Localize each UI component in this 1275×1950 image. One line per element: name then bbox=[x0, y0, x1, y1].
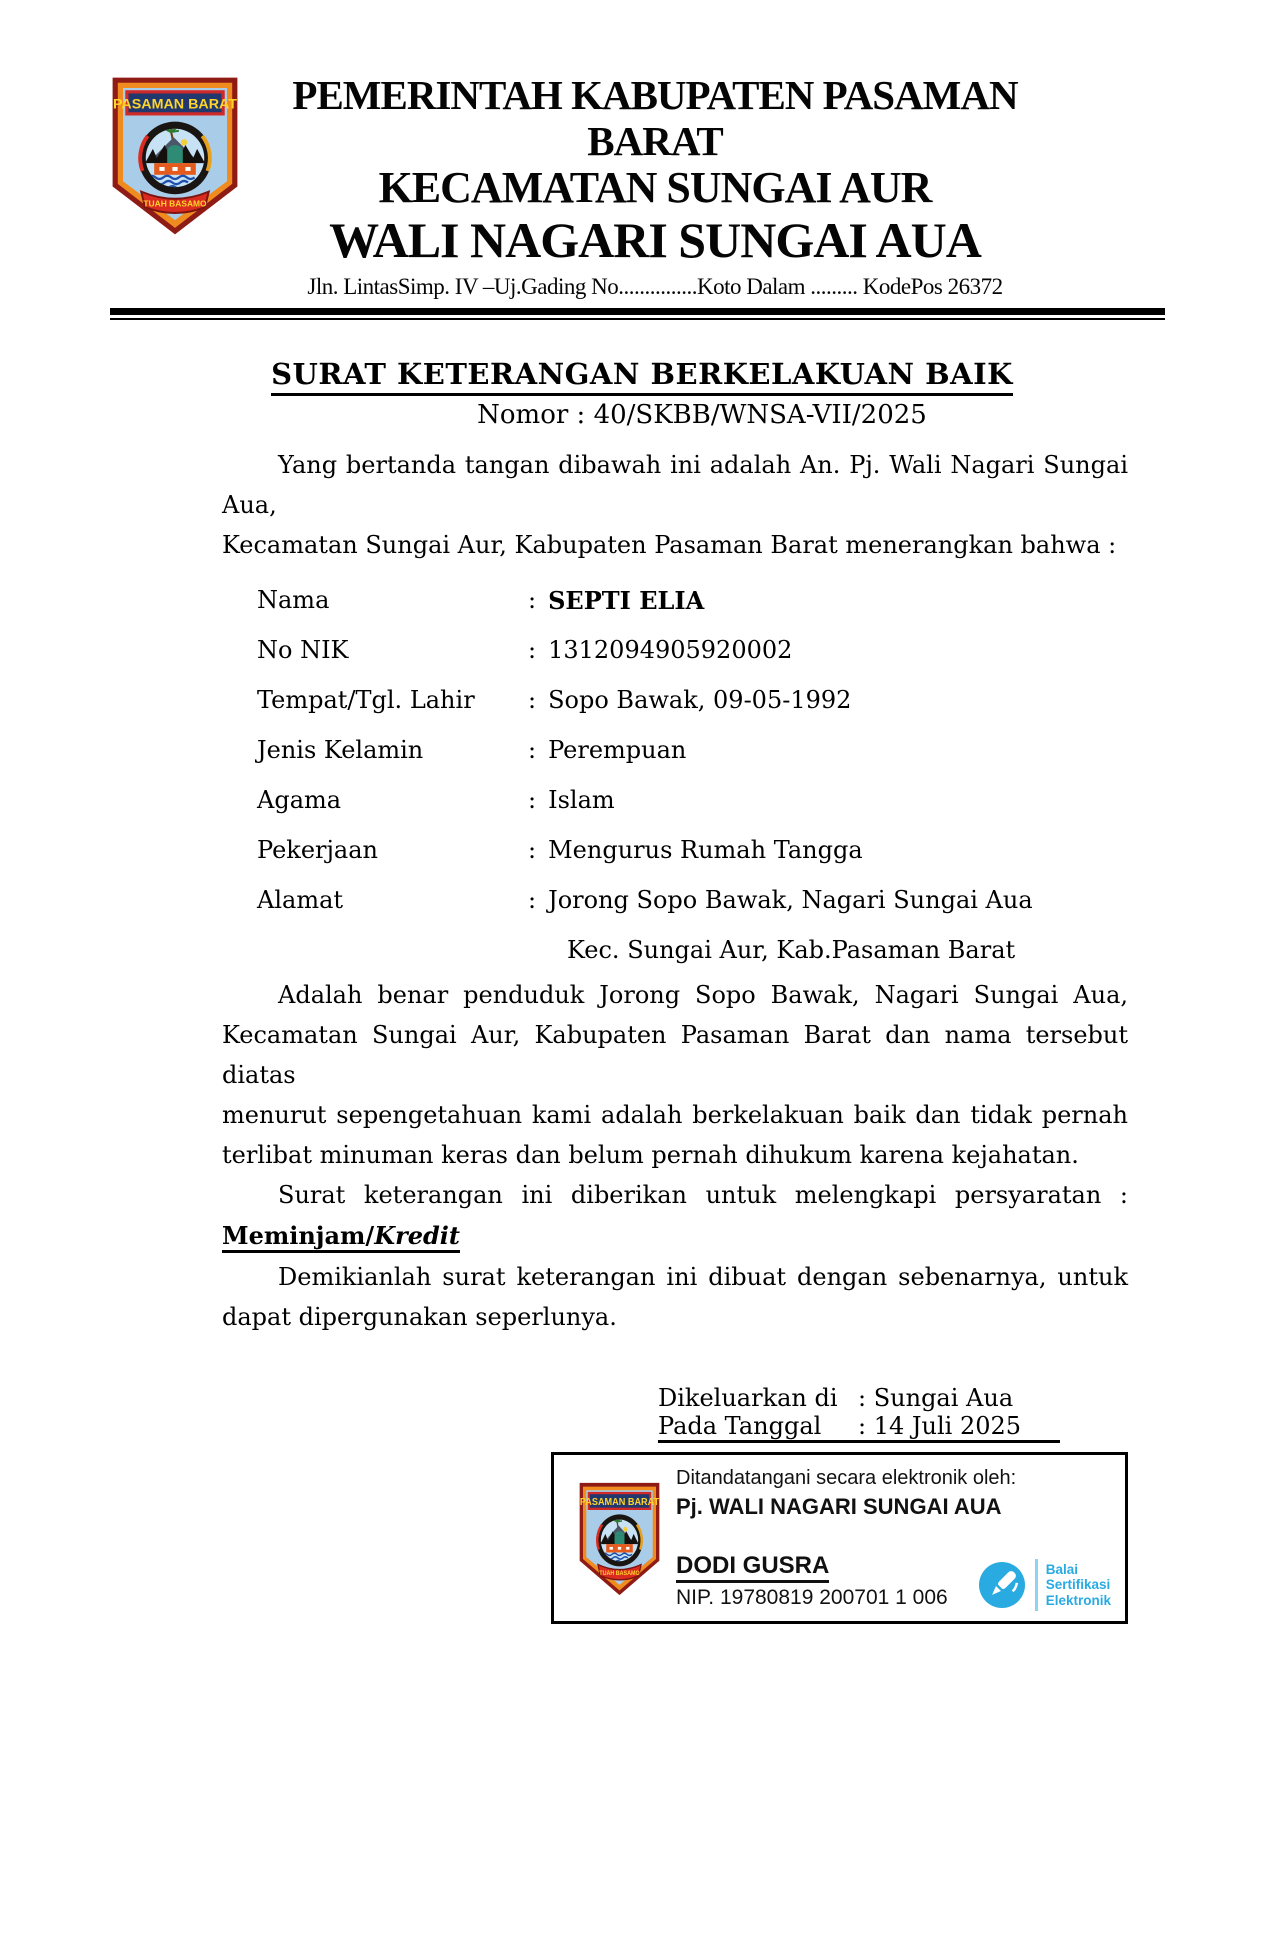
letterhead-divider bbox=[110, 308, 1165, 320]
statement-line: Kecamatan Sungai Aur, Kabupaten Pasaman Barat dan nama tersebut diatas bbox=[222, 1021, 1128, 1089]
issued-place-label: Dikeluarkan di bbox=[658, 1384, 838, 1412]
field-label: Jenis Kelamin bbox=[257, 736, 424, 764]
government-name: PEMERINTAH KABUPATEN PASAMAN BARAT bbox=[292, 72, 1018, 164]
opening-line: Yang bertanda tangan dibawah ini adalah An. Pj. Wali Nagari Sungai Aua, bbox=[222, 451, 1128, 519]
issued-date-label: Pada Tanggal bbox=[658, 1412, 822, 1440]
field-value: Perempuan bbox=[548, 736, 687, 764]
statement-line: terlibat minuman keras dan belum pernah dihukum karena kejahatan. bbox=[222, 1141, 1079, 1169]
requirement-italic: Kredit bbox=[374, 1221, 460, 1250]
field-colon: : bbox=[528, 586, 537, 614]
signer-identity bbox=[676, 1552, 948, 1611]
field-alamat-continuation: Kec. Sungai Aur, Kab.Pasaman Barat bbox=[567, 936, 1016, 964]
closing-line: dapat dipergunakan seperlunya. bbox=[222, 1303, 617, 1331]
requirement-text bbox=[222, 1221, 460, 1253]
field-label: Agama bbox=[257, 786, 342, 814]
signer-title: Pj. WALI NAGARI SUNGAI AUA bbox=[676, 1494, 1002, 1519]
letterhead bbox=[110, 0, 1165, 300]
issuance-block bbox=[658, 1384, 1060, 1443]
letter-title-wrap bbox=[189, 356, 1095, 396]
field-colon: : bbox=[528, 736, 537, 764]
field-colon: : bbox=[528, 686, 537, 714]
statement-line: Adalah benar penduduk Jorong Sopo Bawak, Nagari Sungai Aua, bbox=[278, 981, 1128, 1009]
field-row-nik bbox=[257, 625, 1128, 675]
bse-label bbox=[1046, 1562, 1111, 1609]
field-row-pekerjaan bbox=[257, 825, 1128, 875]
statement-paragraph bbox=[222, 975, 1128, 1175]
field-label: No NIK bbox=[257, 636, 349, 664]
pasaman-barat-emblem-icon bbox=[578, 1481, 661, 1597]
purpose-paragraph bbox=[222, 1175, 1128, 1257]
field-row-agama bbox=[257, 775, 1128, 825]
letterhead-text bbox=[235, 72, 1075, 300]
field-label: Alamat bbox=[257, 886, 344, 914]
bse-logo bbox=[978, 1559, 1111, 1611]
issued-date-value: : 14 Juli 2025 bbox=[858, 1412, 1022, 1440]
purpose-line: Surat keterangan ini diberikan untuk melengkapi persyaratan : bbox=[278, 1181, 1128, 1209]
issued-place-row bbox=[658, 1384, 1060, 1412]
field-value: 1312094905920002 bbox=[548, 636, 793, 664]
letter-title: SURAT KETERANGAN BERKELAKUAN BAIK bbox=[271, 356, 1013, 396]
closing-paragraph bbox=[222, 1257, 1128, 1337]
requirement-upright: Meminjam/ bbox=[222, 1221, 375, 1250]
field-label: Nama bbox=[257, 586, 330, 614]
letter-number: Nomor : 40/SKBB/WNSA-VII/2025 bbox=[477, 400, 927, 430]
signer-nip: NIP. 19780819 200701 1 006 bbox=[676, 1586, 948, 1609]
field-colon: : bbox=[528, 836, 537, 864]
field-label: Pekerjaan bbox=[257, 836, 379, 864]
opening-line: Kecamatan Sungai Aur, Kabupaten Pasaman Barat menerangkan bahwa : bbox=[222, 531, 1117, 559]
office-name: WALI NAGARI SUNGAI AUA bbox=[329, 212, 981, 268]
field-value: Islam bbox=[548, 786, 615, 814]
bse-label-line: Sertifikasi bbox=[1045, 1577, 1111, 1593]
requirement-line bbox=[222, 1215, 1128, 1257]
issued-place-value: : Sungai Aua bbox=[858, 1384, 1014, 1412]
closing-line: Demikianlah surat keterangan ini dibuat dengan sebenarnya, untuk bbox=[278, 1263, 1128, 1291]
pasaman-barat-emblem-icon bbox=[110, 75, 240, 237]
letterhead-address: Jln. LintasSimp. IV –Uj.Gading No...............Koto Dalam ......... KodePos 26372 bbox=[307, 274, 1003, 299]
field-value: Mengurus Rumah Tangga bbox=[548, 836, 863, 864]
signed-electronically-text: Ditandatangani secara elektronik oleh: bbox=[676, 1467, 1017, 1489]
field-row-ttl bbox=[257, 675, 1128, 725]
signer-name: DODI GUSRA bbox=[676, 1552, 829, 1583]
field-row-jenis-kelamin bbox=[257, 725, 1128, 775]
signature-heading bbox=[676, 1465, 1016, 1521]
field-colon: : bbox=[528, 636, 537, 664]
district-name: KECAMATAN SUNGAI AUR bbox=[378, 163, 932, 212]
letter-body bbox=[222, 356, 1128, 1624]
bse-label-line: Elektronik bbox=[1045, 1592, 1111, 1608]
bse-separator bbox=[1035, 1559, 1038, 1611]
issued-date-row bbox=[658, 1412, 1060, 1443]
divider-thin-line bbox=[110, 318, 1165, 320]
divider-thick-line bbox=[110, 308, 1165, 315]
field-row-alamat bbox=[257, 875, 1128, 925]
field-value: SEPTI ELIA bbox=[548, 585, 705, 615]
field-value: Sopo Bawak, 09-05-1992 bbox=[548, 686, 852, 714]
field-colon: : bbox=[528, 886, 537, 914]
field-row-nama bbox=[257, 575, 1128, 625]
opening-paragraph bbox=[222, 445, 1128, 565]
statement-line: menurut sepengetahuan kami adalah berkelakuan baik dan tidak pernah bbox=[222, 1101, 1128, 1129]
bse-label-line: Balai bbox=[1045, 1561, 1078, 1577]
subject-fields bbox=[257, 575, 1128, 975]
electronic-signature-box bbox=[551, 1452, 1128, 1624]
field-value: Jorong Sopo Bawak, Nagari Sungai Aua bbox=[548, 886, 1033, 914]
field-colon: : bbox=[528, 786, 537, 814]
bse-seal-icon bbox=[978, 1561, 1026, 1609]
field-label: Tempat/Tgl. Lahir bbox=[257, 686, 475, 714]
